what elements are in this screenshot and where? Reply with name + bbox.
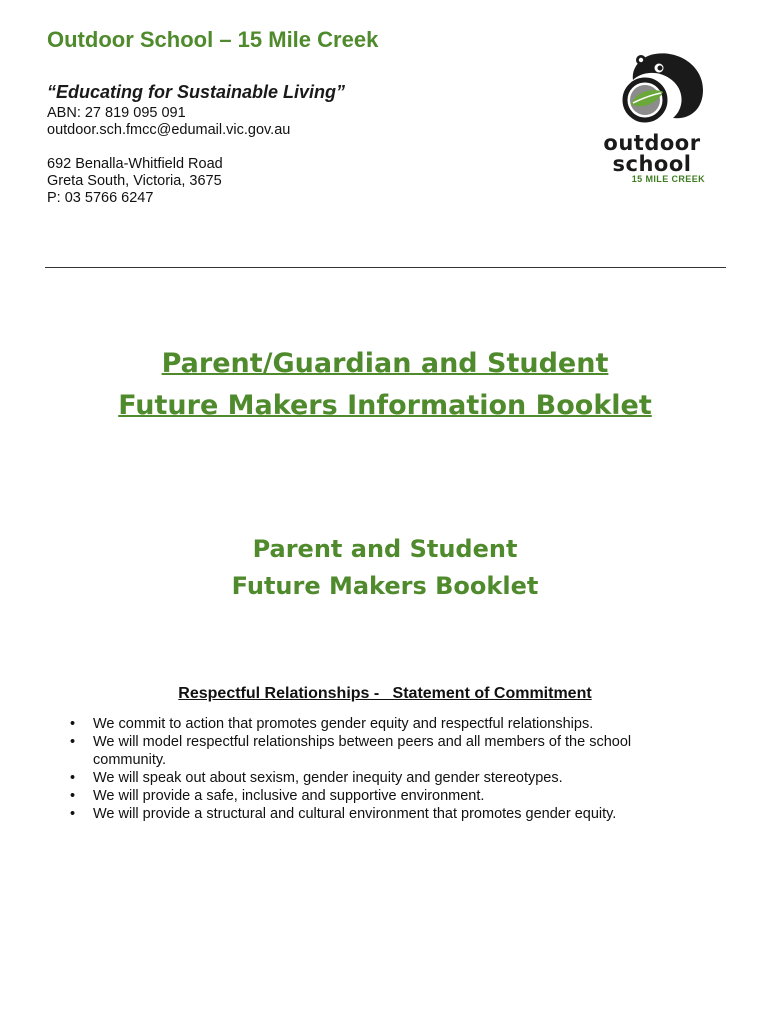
possum-leaf-logo-icon: [597, 48, 707, 130]
logo-text-school: school: [612, 152, 692, 176]
school-name: Outdoor School – 15 Mile Creek: [47, 27, 379, 52]
bullet-icon: •: [70, 770, 76, 786]
bullet-icon: •: [70, 716, 76, 732]
list-item: [70, 805, 690, 823]
logo-text-outdoor: outdoor: [603, 131, 701, 155]
title-line-1: [0, 348, 770, 379]
list-item: [70, 715, 690, 733]
email-text: outdoor.sch.fmcc@edumail.vic.gov.au: [47, 122, 291, 138]
commitment-heading-text: Respectful Relationships - Statement of Commitment: [178, 685, 592, 702]
list-item: [70, 787, 690, 805]
list-item-text: We commit to action that promotes gender equity and respectful relationships.: [93, 716, 594, 732]
bullet-icon: •: [70, 734, 76, 750]
list-item-text: We will model respectful relationships between peers and all members of the school community.: [93, 734, 632, 768]
bullet-icon: •: [70, 806, 76, 822]
school-motto: “Educating for Sustainable Living”: [47, 82, 346, 102]
subtitle-line-2: Future Makers Booklet: [231, 572, 539, 600]
list-item: [70, 769, 690, 787]
title-line-1-text: Parent/Guardian and Student: [161, 348, 609, 379]
phone-text: P: 03 5766 6247: [47, 190, 154, 206]
title-line-2-text: Future Makers Information Booklet: [118, 390, 652, 421]
address-line-1: 692 Benalla-Whitfield Road: [47, 156, 223, 172]
list-item-text: We will speak out about sexism, gender inequity and gender stereotypes.: [93, 770, 563, 786]
list-item: [70, 733, 690, 769]
logo-text-location: 15 MILE CREEK: [631, 174, 705, 184]
subtitle-line-1: Parent and Student: [252, 535, 518, 563]
list-item-text: We will provide a safe, inclusive and supportive environment.: [93, 788, 485, 804]
address-line-2: Greta South, Victoria, 3675: [47, 173, 222, 189]
bullet-icon: •: [70, 788, 76, 804]
header-divider: [45, 267, 726, 268]
commitment-heading: [0, 685, 770, 703]
commitment-list: [70, 715, 690, 823]
list-item-text: We will provide a structural and cultural environment that promotes gender equity.: [93, 806, 617, 822]
outdoor-school-logo: [597, 48, 707, 190]
title-line-2: [0, 390, 770, 421]
abn-text: ABN: 27 819 095 091: [47, 105, 186, 121]
